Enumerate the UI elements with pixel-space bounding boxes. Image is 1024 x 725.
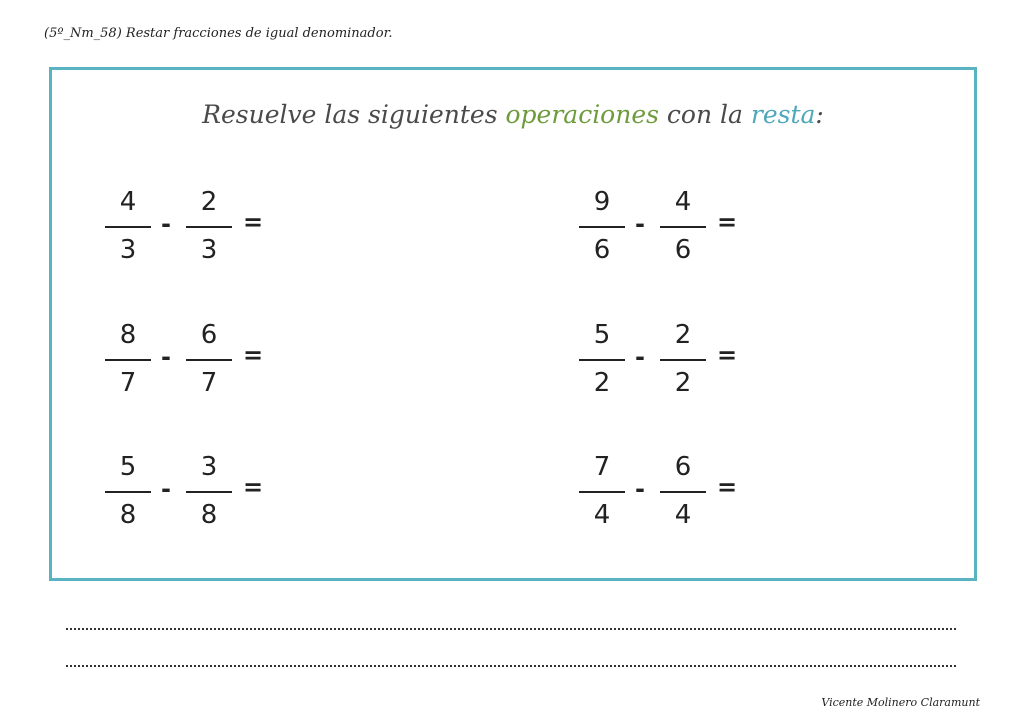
fraction-bar	[660, 491, 706, 493]
worksheet-header: (5º_Nm_58) Restar fracciones de igual denominador.	[44, 26, 393, 41]
instructions-title	[52, 100, 974, 129]
fraction-bar	[660, 359, 706, 361]
numerator: 8	[119, 320, 137, 350]
denominator: 8	[200, 500, 218, 530]
denominator: 3	[200, 235, 218, 265]
fraction-b	[184, 185, 234, 265]
fraction-bar	[105, 491, 151, 493]
denominator: 2	[593, 368, 611, 398]
title-colon: :	[815, 100, 824, 129]
problem-5	[103, 450, 273, 530]
numerator: 6	[200, 320, 218, 350]
denominator: 8	[119, 500, 137, 530]
fraction-bar	[579, 491, 625, 493]
equals-sign: =	[243, 208, 264, 236]
minus-sign: -	[635, 210, 645, 238]
fraction-b	[658, 450, 708, 530]
denominator: 4	[593, 500, 611, 530]
title-word-resta: resta	[750, 100, 816, 129]
denominator: 6	[593, 235, 611, 265]
fraction-bar	[579, 359, 625, 361]
denominator: 7	[200, 368, 218, 398]
fraction-bar	[105, 226, 151, 228]
numerator: 6	[674, 452, 692, 482]
equals-sign: =	[717, 341, 738, 369]
fraction-a	[577, 450, 627, 530]
denominator: 6	[674, 235, 692, 265]
minus-sign: -	[161, 210, 171, 238]
fraction-bar	[186, 491, 232, 493]
fraction-b	[658, 185, 708, 265]
minus-sign: -	[161, 475, 171, 503]
fraction-bar	[105, 359, 151, 361]
fraction-a	[103, 185, 153, 265]
numerator: 4	[119, 187, 137, 217]
fraction-a	[103, 318, 153, 398]
problem-3	[103, 318, 273, 398]
equals-sign: =	[717, 473, 738, 501]
fraction-a	[577, 318, 627, 398]
fraction-b	[658, 318, 708, 398]
fraction-bar	[660, 226, 706, 228]
denominator: 4	[674, 500, 692, 530]
denominator: 7	[119, 368, 137, 398]
fraction-b	[184, 318, 234, 398]
fraction-bar	[579, 226, 625, 228]
minus-sign: -	[635, 343, 645, 371]
numerator: 5	[593, 320, 611, 350]
title-part-1: Resuelve las siguientes	[202, 100, 506, 129]
answer-line-1	[66, 628, 956, 630]
problem-4	[577, 318, 747, 398]
minus-sign: -	[161, 343, 171, 371]
denominator: 3	[119, 235, 137, 265]
answer-line-2	[66, 665, 956, 667]
fraction-bar	[186, 359, 232, 361]
numerator: 2	[674, 320, 692, 350]
equals-sign: =	[243, 473, 264, 501]
equals-sign: =	[243, 341, 264, 369]
problem-1	[103, 185, 273, 265]
fraction-a	[103, 450, 153, 530]
problem-6	[577, 450, 747, 530]
problem-2	[577, 185, 747, 265]
equals-sign: =	[717, 208, 738, 236]
numerator: 2	[200, 187, 218, 217]
minus-sign: -	[635, 475, 645, 503]
fraction-a	[577, 185, 627, 265]
fraction-bar	[186, 226, 232, 228]
fraction-b	[184, 450, 234, 530]
numerator: 9	[593, 187, 611, 217]
denominator: 2	[674, 368, 692, 398]
exercise-box	[49, 67, 977, 581]
numerator: 5	[119, 452, 137, 482]
title-word-operaciones: operaciones	[505, 100, 659, 129]
numerator: 7	[593, 452, 611, 482]
numerator: 3	[200, 452, 218, 482]
author-signature: Vicente Molinero Claramunt	[821, 696, 980, 709]
title-part-3: con la	[658, 100, 751, 129]
numerator: 4	[674, 187, 692, 217]
